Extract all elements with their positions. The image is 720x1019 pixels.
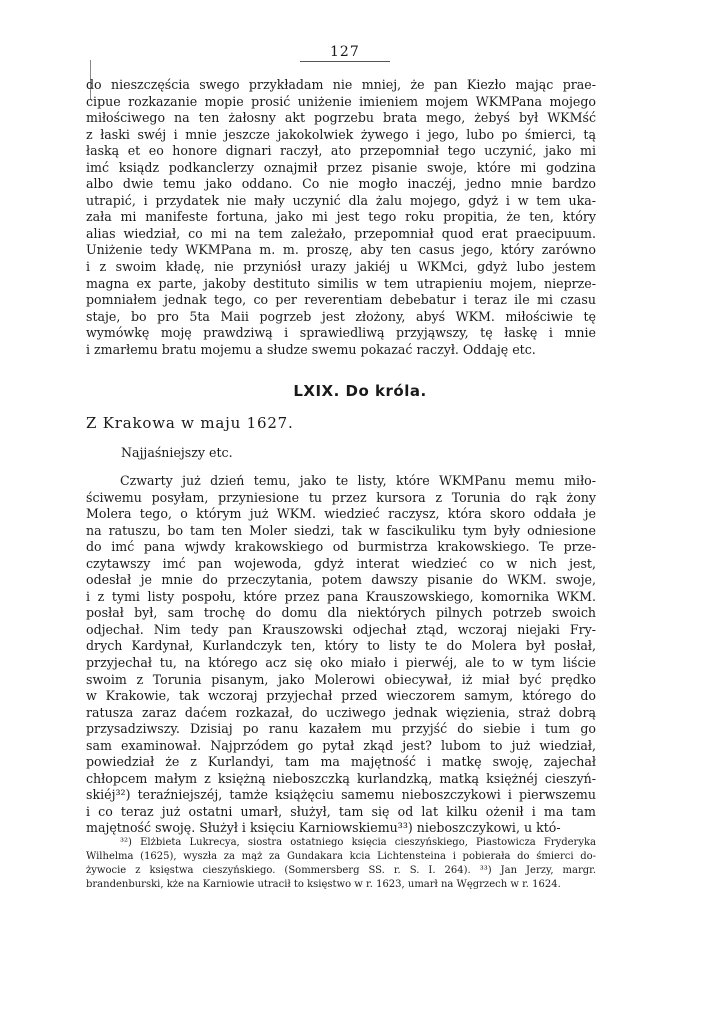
text-line: przyjechał tu, na którego acz się oko miało i pierwéj, ale to w tym liście xyxy=(86,655,596,671)
page-number-rule xyxy=(300,61,390,62)
text-line: i zmarłemu bratu mojemu a słudze swemu pokazać raczył. Oddaję etc. xyxy=(86,341,536,357)
text-line: przysadziwszy. Dzisiaj po ranu kazałem mu przyjść do siebie i tum go xyxy=(86,721,596,737)
text-line: ratusza zaraz daćem rozkazał, do ucziwego jednak więzienia, straż dobrą xyxy=(86,704,596,720)
text-line: imć ksiądz podkanclerzy oznajmił przez pisanie swoje, które mi godzina xyxy=(86,159,596,175)
letter-place-date: Z Krakowa w maju 1627. xyxy=(86,414,294,432)
text-line: Uniżenie tedy WKMPana m. m. proszę, aby ten casus jego, który zarówno xyxy=(86,242,596,258)
text-line: sam examinował. Najprzódem go pytał zkąd jest? lubom to już wiedział, xyxy=(86,737,596,753)
text-line: majętność swoję. Służył i księciu Karniowskiemu³³) nieboszczykowi, u któ- xyxy=(86,820,561,836)
text-line: na ratuszu, bo tam ten Moler siedzi, tak w fascikuliku tym były odniesione xyxy=(86,522,596,538)
text-line: łaską et eo honore dignari raczył, ato przepomniał tego uczynić, jako mi xyxy=(86,143,596,159)
text-line: ³²) Elżbieta Lukrecya, siostra ostatniego księcia cieszyńskiego, Piastowicza Fryderyka xyxy=(120,837,596,848)
text-line: czytawszy imć pan wojewoda, gdyż interat wiedzieć co w nich jest, xyxy=(86,555,596,571)
page-number: 127 xyxy=(330,44,360,60)
paragraph-2 xyxy=(86,473,596,837)
text-line: odjechał. Nim tedy pan Krauszowski odjechał ztąd, wczoraj niejaki Fry- xyxy=(86,621,596,637)
text-line: drych Kardynał, Kurlandczyk ten, który to listy te do Molera był posłał, xyxy=(86,638,596,654)
text-line: do nieszczęścia swego przykładam nie mniej, że pan Kiezło mając prae- xyxy=(86,77,596,92)
text-line: chłopcem małym z księżną nieboszczką kurlandzką, matką księżnéj cieszyń- xyxy=(86,770,596,786)
text-line: w Krakowie, tak wczoraj przyjechał przed wieczorem samym, którego do xyxy=(86,688,596,704)
text-line: skiéj³²) teraźniejszéj, tamże książęciu samemu nieboszczykowi i pierwszemu xyxy=(86,787,596,803)
text-line: powiedział że z Kurlandyi, tam ma majętność i matkę swoję, zajechał xyxy=(86,754,596,770)
text-line: posłał był, sam trochę do domu dla niektórych pilnych potrzeb swoich xyxy=(86,605,596,621)
text-line: staje, bo pro 5ta Maii pogrzeb jest złożony, abyś WKM. miłościwie tę xyxy=(86,308,596,324)
text-line: do imć pana wjwdy krakowskiego od burmistrza krakowskiego. Te prze- xyxy=(86,539,596,555)
text-line: utrapić, i przydatek nie mały uczynić dla żalu mojego, gdyż i w tem uka- xyxy=(86,192,596,208)
text-line: Czwarty już dzień temu, jako te listy, które WKMPanu memu miło- xyxy=(120,473,596,488)
text-line: zała mi manifeste fortuna, jako mi jest tego roku propitia, że ten, który xyxy=(86,209,596,225)
text-line: Wilhelma (1625), wyszła za mąż za Gundakara kcia Lichtensteina i pobierała do śmierci do- xyxy=(86,851,596,862)
text-line: albo dwie temu jako oddano. Co nie mogło inaczéj, jedno mnie bardzo xyxy=(86,176,596,192)
text-line: i z tymi listy pospołu, które przez pana Krauszowskiego, komornika WKM. xyxy=(86,588,596,604)
text-line: pomniałem jednak tego, co per reverentiam debebatur i teraz ile mi czasu xyxy=(86,292,596,308)
text-line: alias wiedział, co mi na tem zależało, przepomniał quod erat praecipuum. xyxy=(86,225,596,241)
text-line: miłościwego na ten żałosny akt pogrzebu brata mego, żebyś był WKMść xyxy=(86,110,596,126)
chapter-heading: LXIX. Do króla. xyxy=(293,382,427,400)
letter-salutation: Najjaśniejszy etc. xyxy=(121,445,233,460)
text-line: wymówkę moję prawdziwą i sprawiedliwą przyjąwszy, tę łaskę i mnie xyxy=(86,325,596,341)
text-line: żywocie z księstwa cieszyńskiego. (Sommersberg SS. r. S. I. 264). ³³) Jan Jerzy, margr. xyxy=(86,865,596,876)
text-line: swoim z Torunia pisanym, jako Molerowi obiecywał, iż miał być prędko xyxy=(86,671,596,687)
text-line: i co teraz już ostatni umarł, służył, tam się od lat kilku ożenił i ma tam xyxy=(86,803,596,819)
text-line: ściwemu posyłam, przyniesione tu przez kursora z Torunia do rąk żony xyxy=(86,489,596,505)
text-line: magna ex parte, jakoby destituto similis w tem utrapieniu mojem, nieprze- xyxy=(86,275,596,291)
footnotes xyxy=(86,836,596,892)
paragraph-1 xyxy=(86,77,596,358)
text-line: Molera tego, o którym już WKM. wiedzieć raczysz, która skoro oddała je xyxy=(86,506,596,522)
text-line: i z swoim kładę, nie przyniósł urazy jakiéj u WKMci, gdyż lubo jestem xyxy=(86,259,596,275)
text-line: z łaski swéj i mnie jeszcze jakokolwiek żywego i jego, lubo po śmierci, tą xyxy=(86,126,596,142)
text-line: odesłał je mnie do przeczytania, potem dawszy pisanie do WKM. swoje, xyxy=(86,572,596,588)
text-line: cipue rozkazanie mopie prosić uniżenie imieniem mojem WKMPana mojego xyxy=(86,93,596,109)
text-line: brandenburski, kże na Karniowie utracił to księstwo w r. 1623, umarł na Węgrzech w r. 1624. xyxy=(86,879,561,890)
